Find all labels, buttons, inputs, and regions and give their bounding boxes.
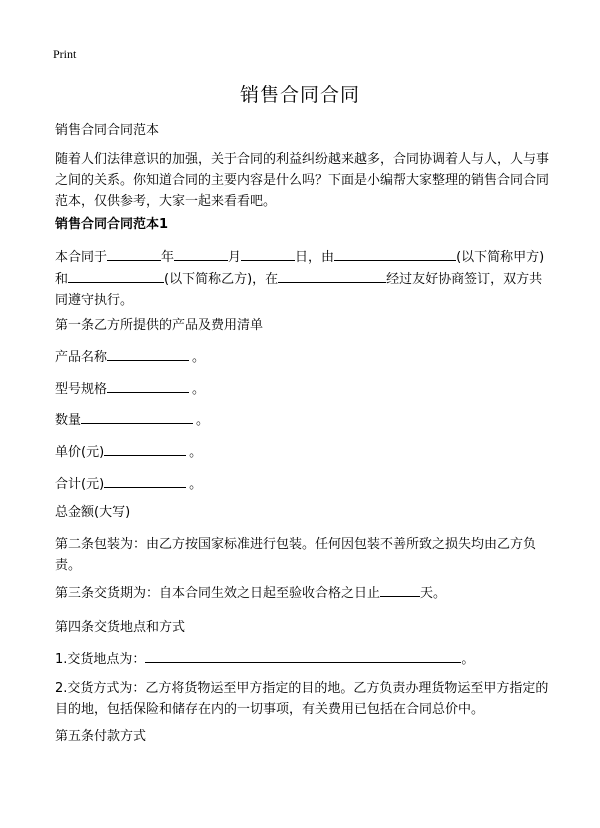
model-spec-field xyxy=(55,378,205,399)
field-end-mark: 。 xyxy=(189,477,203,492)
delivery-method-paragraph: 2.交货方式为：乙方将货物运至甲方指定的目的地。乙方负责办理货物运至甲方指定的目的地，包括保险和储存在内的一切事项，有关费用已包括在合同总价中。 xyxy=(55,681,549,717)
article-1-heading: 第一条乙方所提供的产品及费用清单 xyxy=(55,318,264,333)
product-name-field xyxy=(55,346,205,367)
party-a-label: (以下简称甲方)和 xyxy=(55,250,545,287)
contract-prefix: 本合同于 xyxy=(55,250,108,265)
article-2-text: 第二条包装为：由乙方按国家标准进行包装。任何因包装不善所致之损失均由乙方负责。 xyxy=(55,537,537,573)
subtotal-field xyxy=(55,473,202,494)
model-spec-blank xyxy=(107,378,189,393)
article-4-heading: 第四条交货地点和方式 xyxy=(55,620,186,635)
subtotal-blank xyxy=(104,473,186,488)
product-name-blank xyxy=(107,346,189,361)
party-b-blank xyxy=(68,268,164,283)
day-label: 日，由 xyxy=(295,250,335,265)
day-blank xyxy=(241,246,295,261)
intro-paragraph: 随着人们法律意识的加强，关于合同的利益纠纷越来越多，合同协调着人与人，人与事之间的关系。你知道合同的主要内容是什么吗？下面是小编帮大家整理的销售合同合同范本，仅供参考，大家一起来看看吧。 xyxy=(55,152,550,209)
section-heading: 销售合同合同范本1 xyxy=(55,217,169,232)
article-5-heading: 第五条付款方式 xyxy=(55,729,147,744)
delivery-location-blank xyxy=(145,648,461,663)
place-blank xyxy=(278,268,386,283)
year-blank xyxy=(107,246,161,261)
field-label: 数量 xyxy=(55,413,82,428)
total-amount-label: 总金额(大写) xyxy=(55,505,131,520)
delivery-location-line xyxy=(55,648,555,670)
print-link[interactable]: Print xyxy=(53,47,77,61)
month-label: 月 xyxy=(228,250,242,265)
article-3-before: 第三条交货期为：自本合同生效之日起至验收合格之日止 xyxy=(55,586,381,601)
quantity-field xyxy=(55,409,209,430)
field-end-mark: 。 xyxy=(192,382,206,397)
quantity-blank xyxy=(81,409,193,424)
party-b-label: (以下简称乙方)，在 xyxy=(164,272,279,287)
article-3-after: 天。 xyxy=(420,586,447,601)
document-title: 销售合同合同 xyxy=(239,84,360,106)
month-blank xyxy=(174,246,228,261)
days-blank xyxy=(380,582,420,597)
contract-opening-paragraph xyxy=(55,246,555,311)
field-label: 产品名称 xyxy=(55,350,108,365)
year-label: 年 xyxy=(161,250,175,265)
field-label: 单价(元) xyxy=(55,445,105,460)
delivery-location-end: 。 xyxy=(461,652,475,667)
document-subtitle: 销售合同合同范本 xyxy=(55,123,160,138)
field-end-mark: 。 xyxy=(189,445,203,460)
party-a-blank xyxy=(334,246,456,261)
field-end-mark: 。 xyxy=(196,413,210,428)
signing-text: 经过友好协商签订，双方共同遵守执行。 xyxy=(55,272,543,308)
field-end-mark: 。 xyxy=(192,350,206,365)
delivery-location-label: 1.交货地点为： xyxy=(55,652,146,667)
unit-price-field xyxy=(55,441,202,462)
field-label: 型号规格 xyxy=(55,382,108,397)
field-label: 合计(元) xyxy=(55,477,105,492)
article-3-text xyxy=(55,582,555,604)
unit-price-blank xyxy=(104,441,186,456)
